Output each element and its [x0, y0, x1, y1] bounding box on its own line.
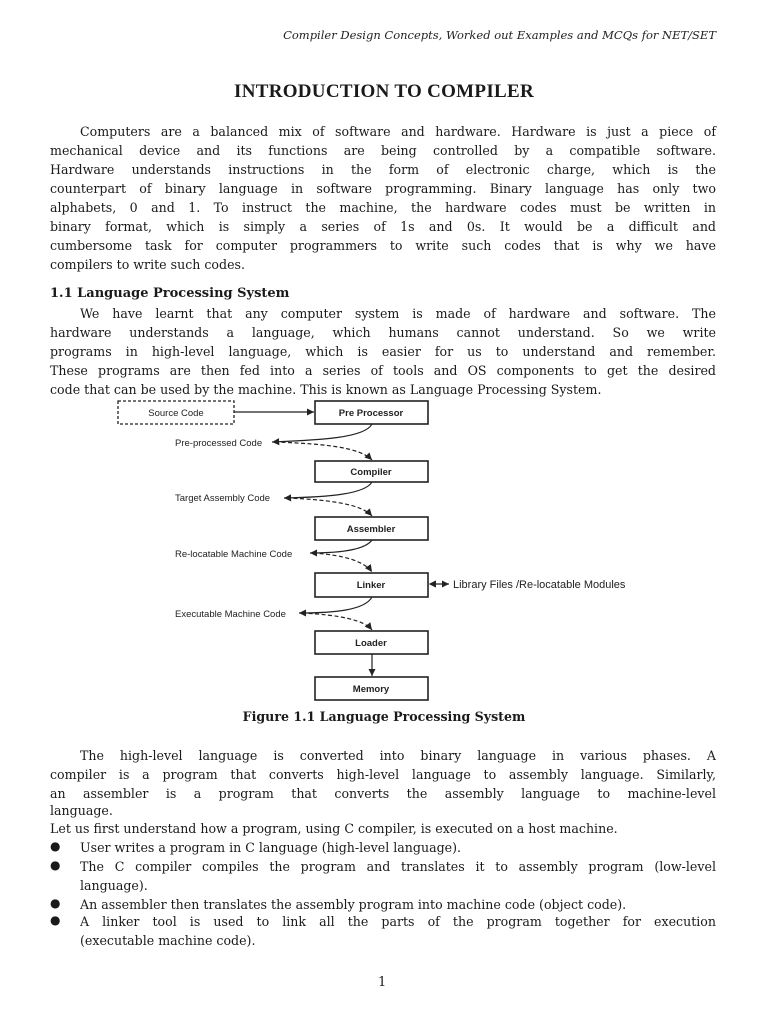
paragraph-line: cumbersome task for computer programmers to write such codes that is why we have [50, 238, 716, 253]
paragraph-line: code that can be used by the machine. This is known as Language Processing System. [50, 382, 602, 397]
paragraph-line: alphabets, 0 and 1. To instruct the machine, the hardware codes must be written in [50, 200, 716, 215]
bullet-icon: ● [50, 913, 61, 927]
section-heading: 1.1 Language Processing System [50, 286, 290, 301]
paragraph-line: hardware understands a language, which humans cannot understand. So we write [50, 325, 716, 340]
box-memory [315, 677, 428, 700]
box-linker [315, 573, 428, 597]
paragraph-line: compilers to write such codes. [50, 257, 245, 272]
svg-text:Memory: Memory [352, 684, 390, 695]
library-label: Library Files /Re-locatable Modules [453, 579, 626, 591]
paragraph-line: Hardware understands instructions in the form of electronic charge, which is the [50, 162, 716, 177]
svg-text:Assembler: Assembler [346, 524, 396, 535]
box-pre-processor [315, 401, 428, 424]
paragraph-line: programs in high-level language, which is easier for us to understand and remember. [50, 344, 716, 359]
paragraph-line: The high-level language is converted into binary language in various phases. A [80, 748, 716, 763]
svg-text:Compiler: Compiler [350, 467, 392, 478]
output-label: Executable Machine Code [175, 609, 286, 620]
source-code-box [118, 401, 234, 424]
paragraph-line: binary format, which is simply a series of 1s and 0s. It would be a difficult and [50, 219, 716, 234]
paragraph-line: We have learnt that any computer system is made of hardware and software. The [80, 306, 716, 321]
bullet-icon: ● [50, 896, 61, 910]
intro-line: Let us first understand how a program, using C compiler, is executed on a host machine. [50, 821, 618, 836]
paragraph-line: mechanical device and its functions are being controlled by a compatible software. [50, 143, 716, 158]
bullet-item-continued: (executable machine code). [80, 933, 256, 948]
paragraph-line: counterpart of binary language in software programming. Binary language has only two [50, 181, 716, 196]
bullet-item: An assembler then translates the assembly program into machine code (object code). [80, 897, 627, 912]
bullet-icon: ● [50, 839, 61, 853]
bullet-icon: ● [50, 858, 61, 872]
box-assembler [315, 517, 428, 540]
box-compiler [315, 461, 428, 482]
page-number: 1 [378, 975, 387, 990]
output-label: Pre-processed Code [175, 438, 263, 449]
running-header: Compiler Design Concepts, Worked out Examples and MCQs for NET/SET [283, 28, 716, 42]
paragraph-line: an assembler is a program that converts the assembly language to machine-level [50, 786, 716, 801]
paragraph-line: Computers are a balanced mix of software and hardware. Hardware is just a piece of [80, 124, 716, 139]
svg-text:Linker: Linker [356, 580, 386, 591]
bullet-item: A linker tool is used to link all the parts of the program together for execution [80, 914, 716, 929]
svg-text:Pre Processor: Pre Processor [338, 408, 404, 419]
paragraph-line: compiler is a program that converts high-level language to assembly language. Similarly, [50, 767, 716, 782]
output-label: Target Assembly Code [175, 493, 271, 504]
figure-caption: Figure 1.1 Language Processing System [242, 709, 526, 724]
bullet-item: The C compiler compiles the program and translates it to assembly program (low-level [80, 859, 716, 874]
bullet-item: User writes a program in C language (high-level language). [80, 840, 462, 855]
box-loader [315, 631, 428, 654]
chapter-title: INTRODUCTION TO COMPILER [234, 81, 534, 102]
output-label: Re-locatable Machine Code [175, 549, 293, 560]
svg-text:Loader: Loader [355, 638, 387, 649]
bullet-item-continued: language). [80, 878, 148, 893]
svg-text:Source Code: Source Code [148, 408, 204, 419]
paragraph-line: These programs are then fed into a series of tools and OS components to get the desired [50, 363, 716, 378]
paragraph-line: language. [50, 803, 113, 818]
